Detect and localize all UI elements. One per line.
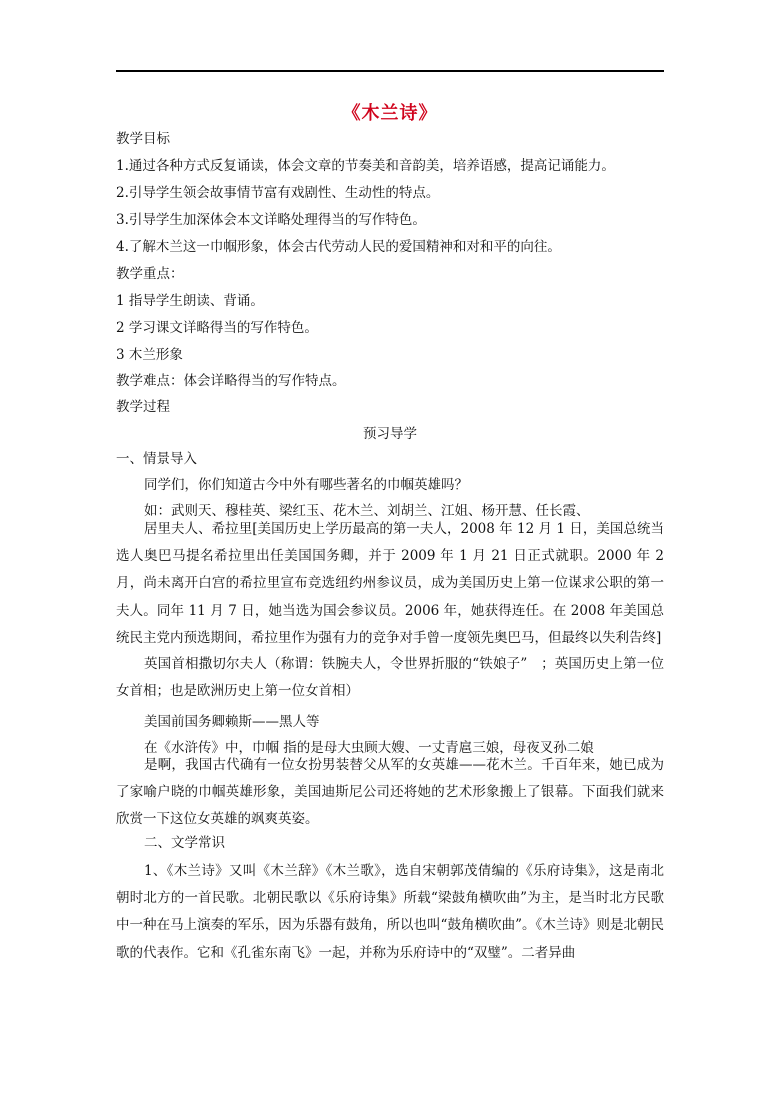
question-line: 同学们，你们知道古今中外有哪些著名的巾帼英雄吗？ xyxy=(144,477,468,493)
process-heading: 教学过程 xyxy=(116,399,170,415)
page-title: 《木兰诗》 xyxy=(342,103,438,124)
objective-item: 2.引导学生领会故事情节富有戏剧性、生动性的特点。 xyxy=(116,185,440,201)
mulan-text: 是啊，我国古代确有一位女扮男装替父从军的女英雄——花木兰。千百年来，她已成为了家喻户晓的巾帼英雄形象，美国迪斯尼公司还将她的艺术形象搬上了银幕。下面我们就来欣赏一下这位女英雄的飒爽英姿。 xyxy=(116,757,664,828)
literature-paragraph xyxy=(116,858,664,967)
key-points-heading: 教学重点： xyxy=(116,266,184,282)
preview-heading: 预习导学 xyxy=(363,426,417,442)
shuihu-line: 在《水浒传》中，巾帼 指的是母大虫顾大嫂、一丈青扈三娘，母夜叉孙二娘 xyxy=(144,740,594,756)
objectives-heading: 教学目标 xyxy=(116,131,170,147)
thatcher-text: 英国首相撒切尔夫人（称谓：铁腕夫人，令世界折服的“铁娘子” ；英国历史上第一位女首相；也是欧洲历史上第一位女首相） xyxy=(116,656,664,700)
key-point-item: 3 木兰形象 xyxy=(116,347,183,363)
objective-item: 3.引导学生加深体会本文详略处理得当的写作特色。 xyxy=(116,212,426,228)
key-point-item: 1 指导学生朗读、背诵。 xyxy=(116,293,264,309)
hillary-paragraph xyxy=(116,516,664,652)
literature-text: 1、《木兰诗》又叫《木兰辞》《木兰歌》，选自宋朝郭茂倩编的《乐府诗集》，这是南北朝时北方的一首民歌。北朝民歌以《乐府诗集》所载“梁鼓角横吹曲”为主，是当时北方民歌中一种在马上演奏的军乐，因为乐器有鼓角，所以也叫“鼓角横吹曲”。《木兰诗》则是北朝民歌的代表作。它和《孔雀东南飞》一起，并称为乐府诗中的“双璧”。二者异曲 xyxy=(116,863,664,961)
section-heading: 一、情景导入 xyxy=(116,451,197,467)
objective-item: 1.通过各种方式反复诵读，体会文章的节奏美和音韵美，培养语感，提高记诵能力。 xyxy=(116,158,615,174)
section-heading: 二、文学常识 xyxy=(144,835,225,851)
mulan-paragraph xyxy=(116,752,664,834)
hillary-text: 居里夫人、希拉里[美国历史上学历最高的第一夫人，2008 年 12 月 1 日，美国总统当选人奥巴马提名希拉里出任美国国务卿，并于 2009 年 1 月 21 日正式就职。2000 年 2 月，尚未离开白宫的希拉里宣布竞选纽约州参议员，成为美国历史上第一位谋求公职的第一夫人。同年 11 月 7 日，她当选为国会参议员。2006 年，她获得连任。在 2008 年美国总统民主党内预选期间，希拉里作为强有力的竞争对手曾一度领先奥巴马，但最终以失利告终] xyxy=(116,521,664,646)
header-rule xyxy=(116,70,664,72)
difficulty-line: 教学难点：体会详略得当的写作特点。 xyxy=(116,373,346,389)
examples-line: 如：武则天、穆桂英、梁红玉、花木兰、刘胡兰、江姐、杨开慧、任长霞、 xyxy=(144,503,590,519)
objective-item: 4.了解木兰这一巾帼形象，体会古代劳动人民的爱国精神和对和平的向往。 xyxy=(116,239,561,255)
key-point-item: 2 学习课文详略得当的写作特色。 xyxy=(116,320,318,336)
thatcher-paragraph xyxy=(116,651,664,705)
rice-line: 美国前国务卿赖斯——黑人等 xyxy=(144,714,320,730)
